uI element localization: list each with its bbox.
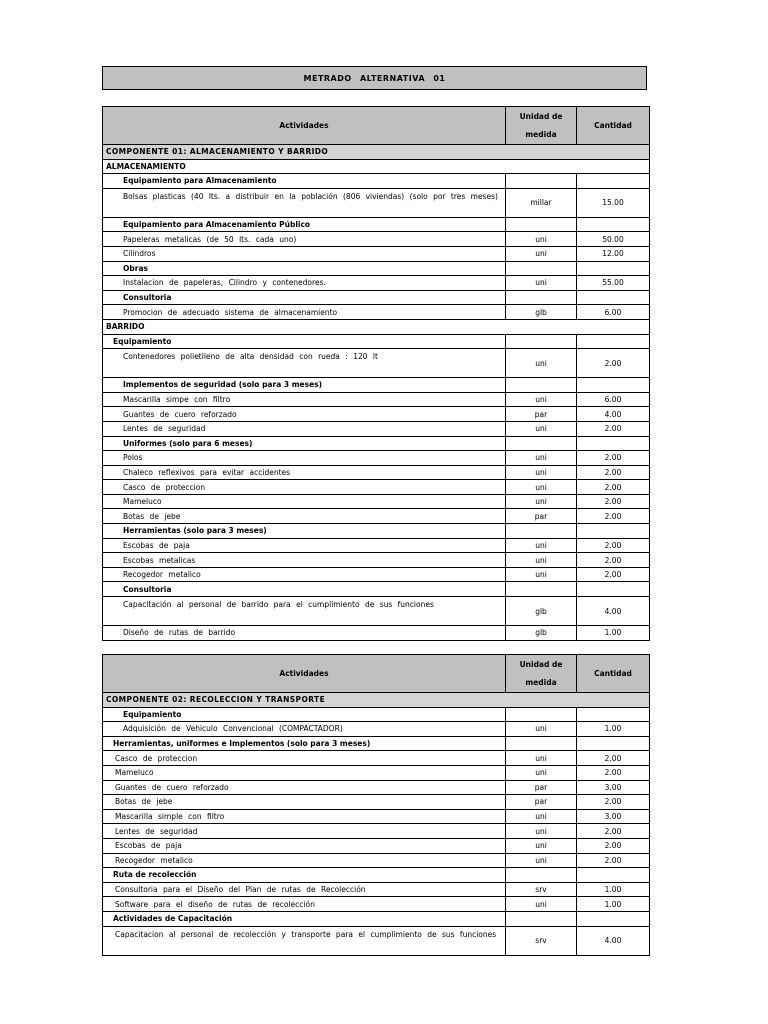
quantity-cell: 2.00 [577, 480, 650, 495]
unit-cell [506, 174, 577, 189]
quantity-cell [577, 217, 650, 232]
unit-cell: uni [506, 897, 577, 912]
activity-cell: Mameluco [103, 494, 506, 509]
activity-cell: Papeleras metalicas (de 50 lts. cada uno) [103, 232, 506, 247]
activity-cell: Equipamiento [103, 707, 506, 722]
unit-cell: srv [506, 926, 577, 955]
table-row [103, 553, 650, 568]
activity-cell: Lentes de seguridad [103, 824, 506, 839]
section-row [103, 319, 650, 334]
unit-cell: uni [506, 722, 577, 737]
unit-cell: uni [506, 838, 577, 853]
quantity-cell: 2.00 [577, 765, 650, 780]
table-row [103, 465, 650, 480]
activity-cell: Lentes de seguridad [103, 421, 506, 436]
activity-cell: Escobas de paja [103, 838, 506, 853]
unit-cell: uni [506, 232, 577, 247]
activity-cell: Promocion de adecuado sistema de almacenamiento [103, 305, 506, 320]
activity-cell: Consultoria [103, 290, 506, 305]
unit-cell [506, 261, 577, 276]
quantity-cell: 1.00 [577, 626, 650, 641]
activity-cell: Instalacion de papeleras, Cilindro y contenedores. [103, 276, 506, 291]
quantity-cell [577, 524, 650, 539]
section-title: BARRIDO [103, 319, 650, 334]
table-row [103, 305, 650, 320]
activity-cell: Botas de jebe [103, 509, 506, 524]
section-row [103, 159, 650, 174]
table-row [103, 707, 650, 722]
quantity-cell: 6.00 [577, 305, 650, 320]
quantity-cell [577, 868, 650, 883]
quantity-cell: 2.00 [577, 494, 650, 509]
quantity-cell: 2.00 [577, 795, 650, 810]
quantity-cell: 1.00 [577, 897, 650, 912]
unit-cell: uni [506, 465, 577, 480]
unit-cell [506, 217, 577, 232]
table-row [103, 349, 650, 378]
quantity-cell [577, 290, 650, 305]
quantity-cell: 2.00 [577, 465, 650, 480]
quantity-cell: 50.00 [577, 232, 650, 247]
activity-cell: Mascarilla simpe con filtro [103, 392, 506, 407]
quantity-cell: 15.00 [577, 188, 650, 217]
quantity-cell [577, 334, 650, 349]
table-row [103, 232, 650, 247]
unit-cell: uni [506, 853, 577, 868]
table-row [103, 868, 650, 883]
activity-cell: Implementos de seguridad (solo para 3 meses) [103, 378, 506, 393]
component-row [103, 693, 650, 708]
unit-cell: millar [506, 188, 577, 217]
unit-cell: uni [506, 809, 577, 824]
activity-cell: Botas de jebe [103, 795, 506, 810]
unit-cell [506, 911, 577, 926]
unit-cell [506, 334, 577, 349]
activity-cell: Mascarilla simple con filtro [103, 809, 506, 824]
table-row [103, 567, 650, 582]
table-row [103, 246, 650, 261]
quantity-cell: 2.00 [577, 451, 650, 466]
table-row [103, 451, 650, 466]
table-row [103, 334, 650, 349]
activity-cell: Bolsas plasticas (40 lts. a distribuir en la población (806 viviendas) (solo por tres meses) [103, 188, 506, 217]
table-row [103, 436, 650, 451]
activity-cell: Ruta de recolección [103, 868, 506, 883]
unit-cell [506, 378, 577, 393]
activity-cell: Equipamiento para Almacenamiento [103, 174, 506, 189]
quantity-cell [577, 707, 650, 722]
activity-cell: Polos [103, 451, 506, 466]
quantity-cell: 2.00 [577, 421, 650, 436]
table-row [103, 882, 650, 897]
unit-cell [506, 582, 577, 597]
unit-cell [506, 436, 577, 451]
header-actividades: Actividades [103, 107, 506, 145]
table-header-row [103, 655, 650, 693]
table-row [103, 736, 650, 751]
table-row [103, 480, 650, 495]
unit-cell: uni [506, 824, 577, 839]
table-row [103, 911, 650, 926]
table-row [103, 582, 650, 597]
quantity-cell: 2.00 [577, 349, 650, 378]
unit-cell: uni [506, 567, 577, 582]
unit-cell [506, 707, 577, 722]
activity-cell: Equipamiento para Almacenamiento Público [103, 217, 506, 232]
table-row [103, 188, 650, 217]
activity-cell: Guantes de cuero reforzado [103, 407, 506, 422]
unit-cell: par [506, 407, 577, 422]
activity-cell: Contenedores polietileno de alta densidad con rueda : 120 lt [103, 349, 506, 378]
header-cantidad: Cantidad [577, 655, 650, 693]
quantity-cell [577, 736, 650, 751]
section-title: ALMACENAMIENTO [103, 159, 650, 174]
unit-cell: uni [506, 765, 577, 780]
quantity-cell: 1.00 [577, 722, 650, 737]
activity-cell: Consultoria para el Diseño del Plan de rutas de Recolección [103, 882, 506, 897]
quantity-cell: 2.00 [577, 853, 650, 868]
unit-cell: uni [506, 276, 577, 291]
activity-cell: Cilindros [103, 246, 506, 261]
quantity-cell: 12.00 [577, 246, 650, 261]
unit-cell: srv [506, 882, 577, 897]
table-row [103, 261, 650, 276]
activity-cell: Actividades de Capacitación [103, 911, 506, 926]
table-row [103, 597, 650, 626]
table-row [103, 421, 650, 436]
quantity-cell [577, 436, 650, 451]
quantity-cell [577, 582, 650, 597]
table-row [103, 926, 650, 955]
table-row [103, 824, 650, 839]
unit-cell: uni [506, 480, 577, 495]
table-row [103, 795, 650, 810]
activity-cell: Guantes de cuero reforzado [103, 780, 506, 795]
activity-cell: Consultoria [103, 582, 506, 597]
unit-cell: uni [506, 421, 577, 436]
quantity-cell [577, 174, 650, 189]
activity-cell: Herramientas (solo para 3 meses) [103, 524, 506, 539]
header-cantidad: Cantidad [577, 107, 650, 145]
unit-cell: par [506, 509, 577, 524]
quantity-cell: 2.00 [577, 838, 650, 853]
activity-cell: Obras [103, 261, 506, 276]
quantity-cell [577, 911, 650, 926]
table-row [103, 174, 650, 189]
quantity-cell: 4.00 [577, 407, 650, 422]
table-row [103, 751, 650, 766]
activity-cell: Herramientas, uniformes e Implementos (solo para 3 meses) [103, 736, 506, 751]
table-row [103, 276, 650, 291]
component-title: COMPONENTE 02: RECOLECCION Y TRANSPORTE [103, 693, 650, 708]
table-row [103, 290, 650, 305]
activity-cell: Uniformes (solo para 6 meses) [103, 436, 506, 451]
activity-cell: Chaleco reflexivos para evitar accidentes [103, 465, 506, 480]
unit-cell [506, 290, 577, 305]
activity-cell: Capacitación al personal de barrido para el cumplimiento de sus funciones [103, 597, 506, 626]
quantity-cell: 2.00 [577, 538, 650, 553]
table-row [103, 626, 650, 641]
activity-cell: Escobas metalicas [103, 553, 506, 568]
quantity-cell: 4.00 [577, 597, 650, 626]
header-unidad-medida: Unidad de medida [506, 655, 577, 693]
activity-cell: Recogedor metalico [103, 567, 506, 582]
unit-cell: par [506, 780, 577, 795]
unit-cell: uni [506, 246, 577, 261]
unit-cell: glb [506, 597, 577, 626]
table-row [103, 838, 650, 853]
table-row [103, 780, 650, 795]
unit-cell [506, 736, 577, 751]
quantity-cell: 1.00 [577, 882, 650, 897]
quantity-cell: 2.00 [577, 567, 650, 582]
quantity-cell: 3.00 [577, 809, 650, 824]
quantity-cell [577, 261, 650, 276]
unit-cell: glb [506, 305, 577, 320]
table-row [103, 765, 650, 780]
metrado-table-componente-02 [102, 654, 650, 956]
unit-cell [506, 868, 577, 883]
table-row [103, 897, 650, 912]
page-title: METRADO ALTERNATIVA 01 [102, 66, 647, 90]
unit-cell: uni [506, 451, 577, 466]
unit-cell [506, 524, 577, 539]
table-row [103, 494, 650, 509]
quantity-cell: 2.00 [577, 824, 650, 839]
table-row [103, 378, 650, 393]
table-header-row [103, 107, 650, 145]
table-row [103, 853, 650, 868]
table-row [103, 722, 650, 737]
quantity-cell: 2.00 [577, 553, 650, 568]
unit-cell: glb [506, 626, 577, 641]
table-row [103, 392, 650, 407]
quantity-cell: 4.00 [577, 926, 650, 955]
quantity-cell: 2.00 [577, 509, 650, 524]
activity-cell: Casco de proteccion [103, 480, 506, 495]
table-row [103, 509, 650, 524]
metrado-table-componente-01 [102, 106, 650, 641]
header-actividades: Actividades [103, 655, 506, 693]
activity-cell: Software para el diseño de rutas de recolección [103, 897, 506, 912]
activity-cell: Escobas de paja [103, 538, 506, 553]
unit-cell: uni [506, 349, 577, 378]
activity-cell: Equipamiento [103, 334, 506, 349]
quantity-cell: 2.00 [577, 751, 650, 766]
component-title: COMPONENTE 01: ALMACENAMIENTO Y BARRIDO [103, 145, 650, 160]
component-row [103, 145, 650, 160]
unit-cell: uni [506, 751, 577, 766]
activity-cell: Diseño de rutas de barrido [103, 626, 506, 641]
unit-cell: uni [506, 538, 577, 553]
unit-cell: uni [506, 494, 577, 509]
activity-cell: Adquisición de Vehiculo Convencional (COMPACTADOR) [103, 722, 506, 737]
quantity-cell: 55.00 [577, 276, 650, 291]
unit-cell: par [506, 795, 577, 810]
quantity-cell [577, 378, 650, 393]
activity-cell: Capacitacion al personal de recolección y transporte para el cumplimiento de sus funciones [103, 926, 506, 955]
activity-cell: Recogedor metalico [103, 853, 506, 868]
quantity-cell: 3.00 [577, 780, 650, 795]
unit-cell: uni [506, 553, 577, 568]
table-row [103, 407, 650, 422]
table-row [103, 538, 650, 553]
header-unidad-medida: Unidad de medida [506, 107, 577, 145]
activity-cell: Casco de proteccion [103, 751, 506, 766]
table-row [103, 217, 650, 232]
quantity-cell: 6.00 [577, 392, 650, 407]
activity-cell: Mameluco [103, 765, 506, 780]
table-row [103, 524, 650, 539]
unit-cell: uni [506, 392, 577, 407]
table-row [103, 809, 650, 824]
